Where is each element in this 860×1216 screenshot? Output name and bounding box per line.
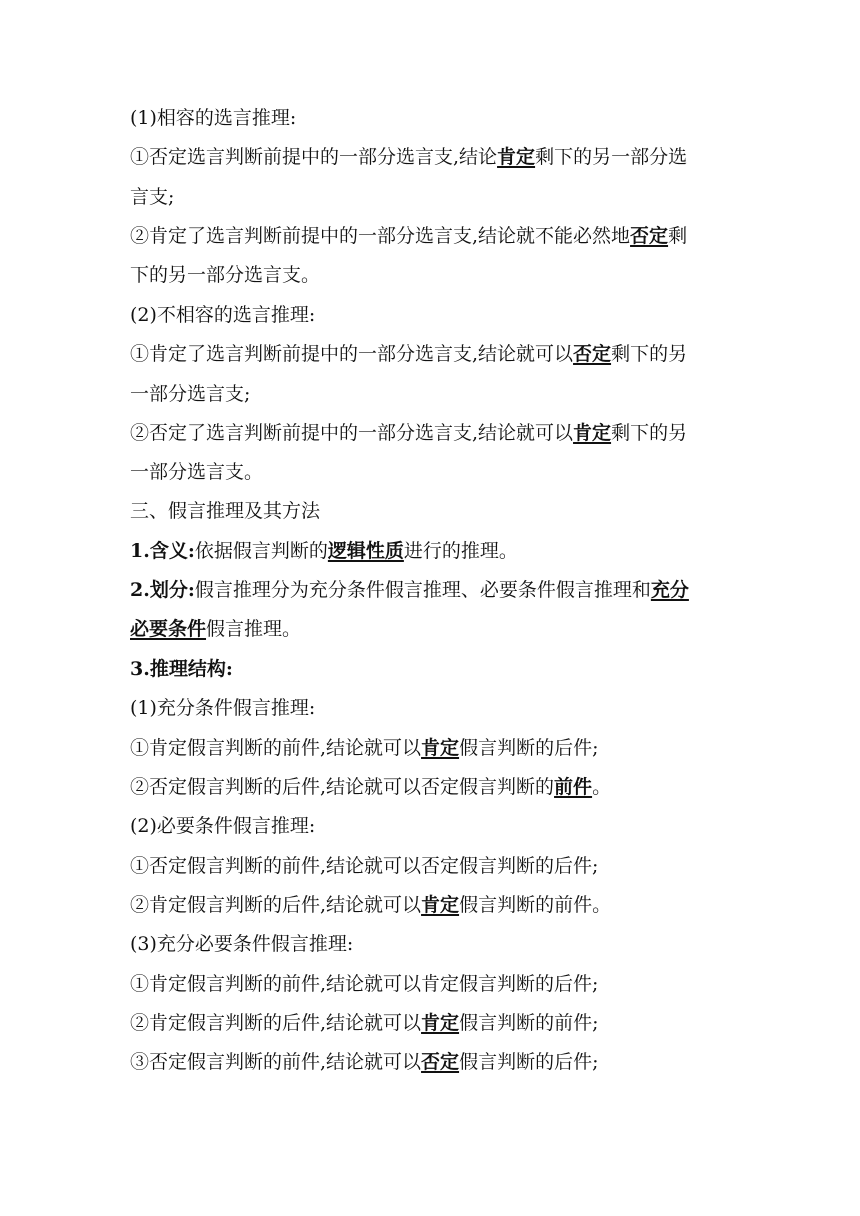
necessary-rule1 [130,854,598,878]
incompatible-rule1-line1 [130,342,687,366]
compatible-rule1-text-after: 剩下的另一部分选 [535,146,688,168]
division-keyword-part2: 必要条件 [130,618,207,640]
meaning-paragraph [130,539,518,563]
sufficient-rule1-text-after: 假言判断的后件; [459,737,599,759]
both-heading-text: (3)充分必要条件假言推理: [130,933,354,955]
compatible-rule1-line2 [130,185,174,209]
sufficient-rule2-text-after: 。 [592,776,612,798]
both-heading [130,932,353,956]
section-3-title-text: 三、假言推理及其方法 [130,500,321,522]
division-label: 2.划分: [130,579,195,601]
structure-label [130,657,233,681]
both-rule2 [130,1011,598,1035]
necessary-heading [130,814,315,838]
sufficient-rule2 [130,775,611,799]
sufficient-rule2-keyword: 前件 [554,776,593,798]
compatible-rule2-text-after: 剩 [668,225,688,247]
compatible-rule1-text: ①否定选言判断前提中的一部分选言支,结论 [130,146,498,168]
meaning-text-after: 进行的推理。 [403,540,518,562]
incompatible-rule1-continuation: 一部分选言支; [130,383,251,405]
necessary-heading-text: (2)必要条件假言推理: [130,815,316,837]
compatible-rule1-keyword: 肯定 [497,146,536,168]
compatible-rule2-line2 [130,263,320,287]
compatible-rule2-line1 [130,224,687,248]
both-rule3-text-after: 假言判断的后件; [459,1051,599,1073]
incompatible-rule1-text-after: 剩下的另 [611,343,688,365]
necessary-rule1-text: ①否定假言判断的前件,结论就可以否定假言判断的后件; [130,855,599,877]
incompatible-rule2-continuation: 一部分选言支。 [130,461,264,483]
meaning-label: 1.含义: [130,540,195,562]
division-text-after: 假言推理。 [206,618,302,640]
division-keyword-part1: 充分 [650,579,689,601]
incompatible-heading-text: (2)不相容的选言推理: [130,304,316,326]
division-paragraph-line2 [130,617,301,641]
compatible-rule2-text: ②肯定了选言判断前提中的一部分选言支,结论就不能必然地 [130,225,631,247]
incompatible-rule2-line1 [130,421,687,445]
necessary-rule2-text-after: 假言判断的前件。 [459,894,612,916]
both-rule2-text: ②肯定假言判断的后件,结论就可以 [130,1012,422,1034]
both-rule3-text: ③否定假言判断的前件,结论就可以 [130,1051,422,1073]
both-rule1 [130,972,598,996]
compatible-rule1-continuation: 言支; [130,186,175,208]
necessary-rule2-keyword: 肯定 [421,894,460,916]
division-text: 假言推理分为充分条件假言推理、必要条件假言推理和 [194,579,651,601]
sufficient-heading-text: (1)充分条件假言推理: [130,697,316,719]
sufficient-rule1 [130,736,598,760]
incompatible-rule1-keyword: 否定 [573,343,612,365]
section-3-title [130,499,320,523]
incompatible-rule2-line2 [130,460,263,484]
both-rule2-text-after: 假言判断的前件; [459,1012,599,1034]
both-rule3 [130,1050,598,1074]
compatible-heading-text: (1)相容的选言推理: [130,107,297,129]
necessary-rule2-text: ②肯定假言判断的后件,结论就可以 [130,894,422,916]
both-rule2-keyword: 肯定 [421,1012,460,1034]
incompatible-rule2-keyword: 肯定 [573,422,612,444]
sufficient-heading [130,696,315,720]
sufficient-rule2-text: ②否定假言判断的后件,结论就可以否定假言判断的 [130,776,555,798]
necessary-rule2 [130,893,611,917]
both-rule1-text: ①肯定假言判断的前件,结论就可以肯定假言判断的后件; [130,973,599,995]
incompatible-rule1-line2 [130,382,250,406]
incompatible-rule1-text: ①肯定了选言判断前提中的一部分选言支,结论就可以 [130,343,574,365]
compatible-rule1-line1 [130,145,687,169]
compatible-heading [130,106,296,130]
incompatible-heading [130,303,315,327]
compatible-rule2-continuation: 下的另一部分选言支。 [130,264,321,286]
incompatible-rule2-text-after: 剩下的另 [611,422,688,444]
both-rule3-keyword: 否定 [421,1051,460,1073]
sufficient-rule1-keyword: 肯定 [421,737,460,759]
meaning-text: 依据假言判断的 [194,540,328,562]
structure-label-text: 3.推理结构: [130,658,233,680]
division-paragraph-line1 [130,578,689,602]
incompatible-rule2-text: ②否定了选言判断前提中的一部分选言支,结论就可以 [130,422,574,444]
sufficient-rule1-text: ①肯定假言判断的前件,结论就可以 [130,737,422,759]
meaning-keyword: 逻辑性质 [327,540,404,562]
compatible-rule2-keyword: 否定 [630,225,669,247]
